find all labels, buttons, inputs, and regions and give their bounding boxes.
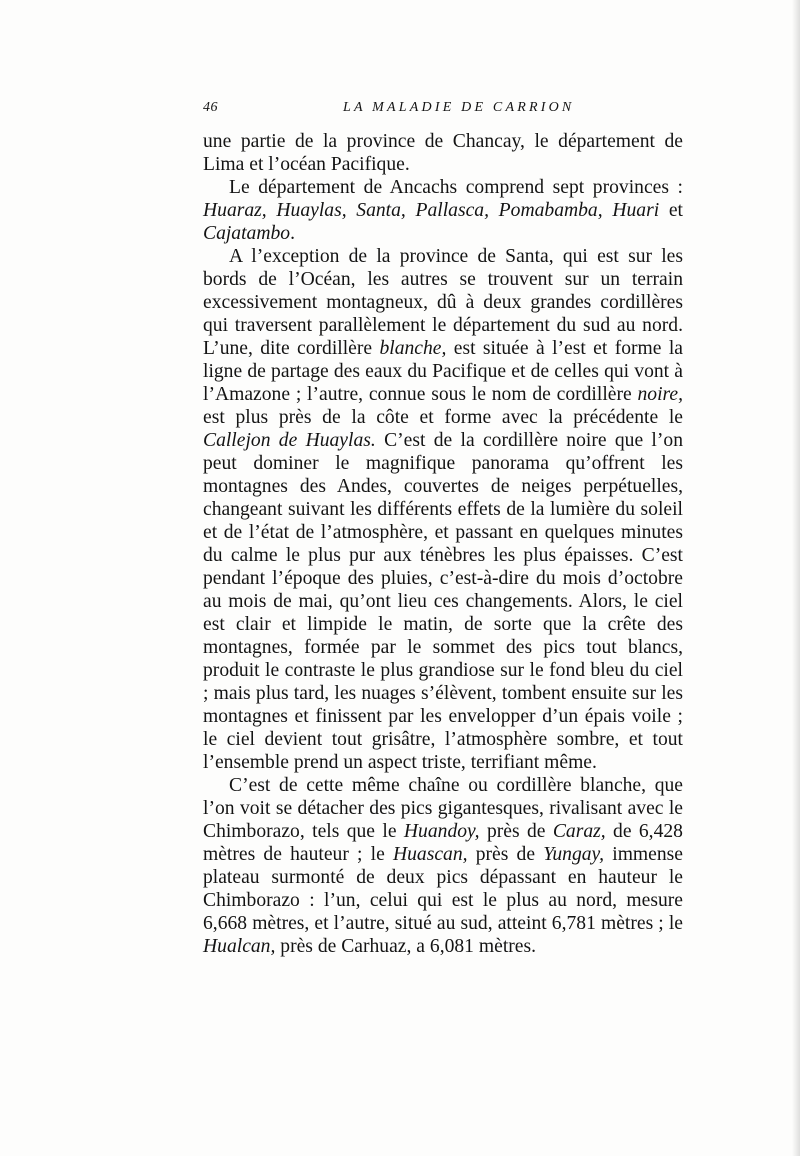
- italic-place-name: Yungay,: [543, 844, 605, 865]
- text-segment: une partie de la province de Chancay, le département de Lima et l’océan Pacifique.: [203, 131, 683, 175]
- italic-term: blanche,: [379, 338, 447, 359]
- page-number: 46: [203, 100, 218, 115]
- text-segment: près de: [467, 844, 544, 865]
- text-segment: C’est de la cordillère noire que l’on peut dominer le magnifique panorama qu’offrent les montagnes des Andes, couvertes de neiges perpétuelles, changeant suivant les différents effets de la lumière du soleil et de l’état de l’atmosphère, et passant en quelques minutes du calme le plus pur aux ténèbres les plus épaisses. C’est pendant l’époque des pluies, c’est-à-dire du mois d’octobre au mois de mai, qu’ont lieu ces changements. Alors, le ciel est clair et limpide le matin, de sorte que la crête des montagnes, formée par le sommet des pics tout blancs, produit le contraste le plus grandiose sur le fond bleu du ciel ; mais plus tard, les nuages s’élèvent, tombent ensuite sur les montagnes et finissent par les envelopper d’un épais voile ; le ciel devient tout grisâtre, l’atmosphère sombre, et tout l’ensemble prend un aspect triste, terrifiant même.: [203, 430, 683, 773]
- text-segment: est plus près de la côte et forme avec la précédente le: [203, 407, 683, 428]
- text-segment: de 6,428 mètres de hauteur ; le: [203, 821, 683, 865]
- italic-province-names: Huaraz, Huaylas, Santa, Pallasca, Pomabamba, Huari: [203, 200, 660, 221]
- italic-term: noire,: [637, 384, 683, 405]
- italic-place-name: Huandoy,: [403, 821, 480, 842]
- italic-place-name: Hualcan,: [203, 936, 276, 957]
- text-segment: et: [659, 200, 683, 221]
- text-segment: A l’exception de la province de Santa, qui est sur les bords de l’Océan, les autres se trouvent sur un terrain excessivement montagneux, dû à deux grandes cordillères qui traversent parallèlement le département du sud au nord. L’une, dite cordillère: [203, 246, 683, 359]
- italic-place-name: Caraz,: [552, 821, 606, 842]
- paragraph-1: [203, 130, 683, 176]
- paragraph-4: [203, 774, 683, 958]
- body-text: [203, 130, 683, 958]
- paragraph-3: [203, 245, 683, 774]
- text-segment: est située à l’est et forme la ligne de partage des eaux du Pacifique et de celles qui vont à l’Amazone ; l’autre, connue sous le nom de cordillère: [203, 338, 683, 405]
- page-header: [203, 100, 683, 120]
- page-edge-shadow: [792, 0, 800, 1156]
- running-title: LA MALADIE DE CARRION: [343, 100, 575, 115]
- text-segment: Le département de Ancachs comprend sept provinces :: [229, 177, 683, 198]
- text-segment: C’est de cette même chaîne ou cordillère blanche, que l’on voit se détacher des pics gigantesques, rivalisant avec le Chimborazo, tels que le: [203, 775, 683, 842]
- text-segment: près de Carhuaz, a 6,081 mètres.: [275, 936, 537, 957]
- text-segment: immense plateau surmonté de deux pics dépassant en hauteur le Chimborazo : l’un, celui qui est le plus au nord, mesure 6,668 mètres, et l’autre, situé au sud, atteint 6,781 mètres ; le: [203, 844, 683, 934]
- paragraph-2: [203, 176, 683, 245]
- italic-province-name: Cajatambo: [203, 223, 291, 244]
- italic-place-name: Huascan,: [392, 844, 468, 865]
- italic-place-name: Callejon de Huaylas.: [203, 430, 376, 451]
- text-segment: près de: [479, 821, 553, 842]
- text-segment: .: [290, 223, 295, 244]
